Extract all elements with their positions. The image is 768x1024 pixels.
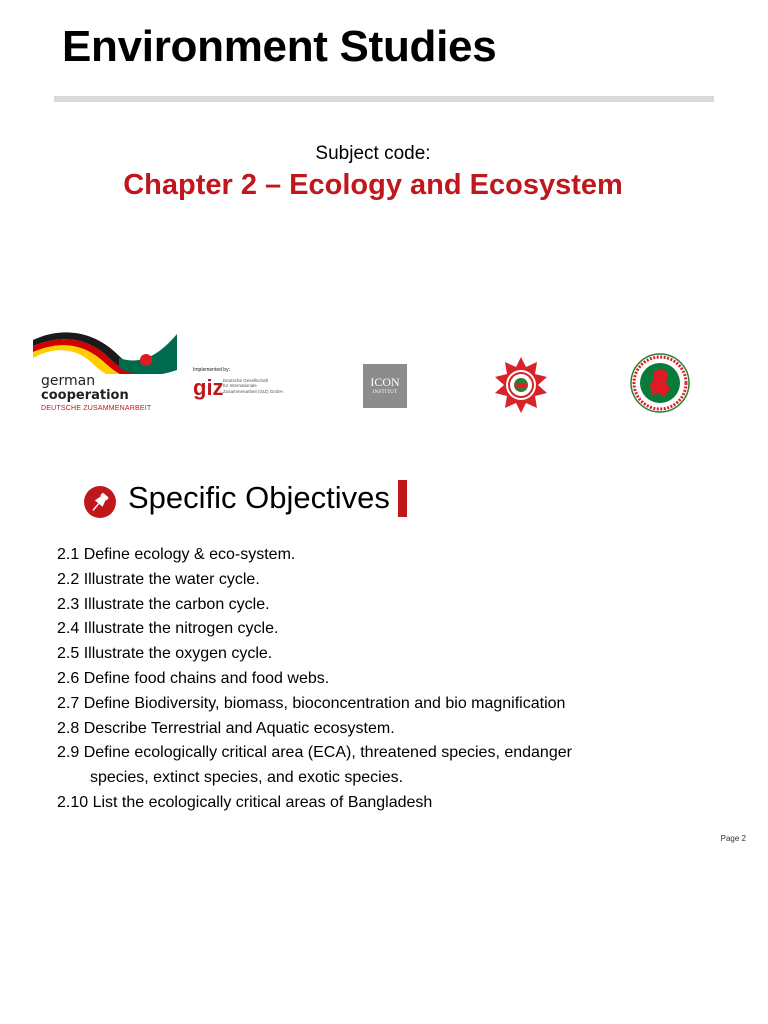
objective-item: 2.4 Illustrate the nitrogen cycle. [57, 620, 279, 638]
title-divider [54, 96, 714, 102]
page-number: Page 2 [720, 834, 746, 843]
page-title: Environment Studies [62, 22, 497, 71]
title-accent-bar [398, 480, 407, 517]
cooperation-label: cooperation [41, 388, 129, 403]
objective-item: 2.5 Illustrate the oxygen cycle. [57, 645, 273, 663]
objective-item: 2.2 Illustrate the water cycle. [57, 570, 260, 588]
german-cooperation-logo [33, 328, 179, 418]
objectives-list [57, 543, 572, 816]
giz-implemented-by-label: Implemented by: [193, 367, 230, 373]
giz-logo [193, 367, 293, 407]
objective-item: 2.3 Illustrate the carbon cycle. [57, 595, 270, 613]
objective-item: 2.9 Define ecologically critical area (ECA), threatened species, endanger [57, 744, 572, 762]
chapter-title: Chapter 2 – Ecology and Ecosystem [123, 169, 623, 201]
german-flag-ribbon-icon [33, 328, 179, 374]
pushpin-icon [84, 486, 116, 518]
icon-label: ICON [370, 375, 400, 389]
partner-logos [0, 320, 768, 420]
objective-item: 2.7 Define Biodiversity, biomass, bioconcentration and bio magnification [57, 694, 566, 712]
objective-item: 2.1 Define ecology & eco-system. [57, 546, 296, 563]
objective-item: 2.10 List the ecologically critical areas of Bangladesh [57, 793, 433, 811]
objective-item: 2.6 Define food chains and food webs. [57, 669, 330, 687]
icon-institut-logo [363, 364, 407, 408]
objective-item: 2.8 Describe Terrestrial and Aquatic ecosystem. [57, 719, 395, 737]
technical-board-emblem-icon [495, 357, 547, 413]
giz-wordmark: giz [193, 375, 224, 400]
deutsche-zusammenarbeit-label: DEUTSCHE ZUSAMMENARBEIT [41, 405, 152, 412]
subject-code-label: Subject code: [315, 143, 431, 164]
german-label: german [41, 373, 96, 389]
institut-label: INSTITUT [372, 390, 398, 395]
objective-item-continuation: species, extinct species, and exotic species. [90, 769, 404, 787]
giz-description: Deutsche Gesellschaft für Internationale Zusammenarbeit (GIZ) GmbH [223, 378, 283, 394]
government-of-bangladesh-seal-icon [630, 353, 690, 413]
objectives-title: Specific Objectives [128, 480, 390, 515]
